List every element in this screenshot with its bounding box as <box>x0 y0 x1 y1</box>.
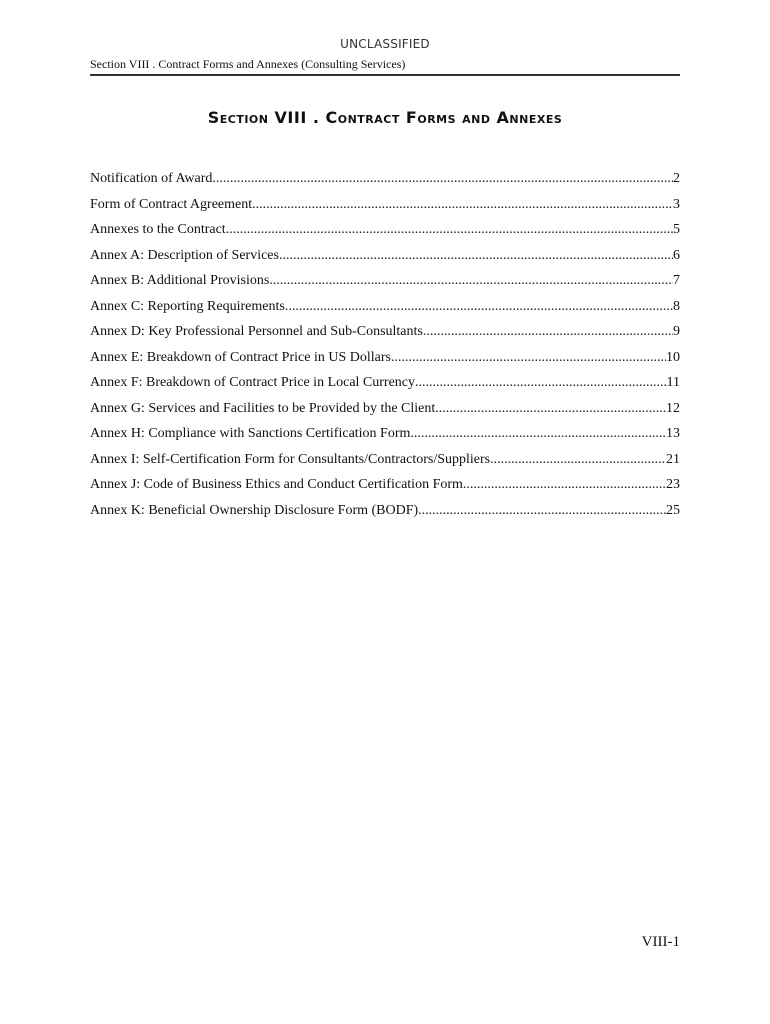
table-of-contents <box>90 171 680 528</box>
toc-entry-label: Notification of Award <box>90 171 213 186</box>
toc-entry-annex-c[interactable] <box>90 299 680 325</box>
toc-entry-page: 5 <box>673 222 680 237</box>
toc-entry-label: Annex F: Breakdown of Contract Price in Local Currency <box>90 375 416 390</box>
toc-entry-page: 12 <box>666 400 680 416</box>
toc-dot-leader <box>423 324 673 340</box>
toc-entry-annex-e[interactable] <box>90 350 680 376</box>
toc-entry-page: 7 <box>673 273 680 288</box>
toc-dot-leader <box>226 222 673 238</box>
section-title: Section VIII . Contract Forms and Annexes <box>207 108 563 127</box>
toc-entry-label: Annex B: Additional Provisions <box>90 273 270 288</box>
toc-entry-page: 9 <box>673 324 680 339</box>
toc-entry-label: Annex J: Code of Business Ethics and Conduct Certification Form <box>90 477 463 492</box>
toc-entry-label: Annex K: Beneficial Ownership Disclosure Form (BODF) <box>90 502 419 518</box>
toc-entry-page: 23 <box>666 477 680 492</box>
toc-dot-leader <box>463 477 666 493</box>
toc-entry-annex-h[interactable] <box>90 426 680 452</box>
toc-entry-label: Annex H: Compliance with Sanctions Certification Form <box>90 426 411 441</box>
toc-dot-leader <box>212 171 673 187</box>
toc-entry-page: 21 <box>666 451 680 467</box>
classification-marking: UNCLASSIFIED <box>340 37 430 51</box>
toc-entry-label: Annexes to the Contract <box>90 222 226 237</box>
toc-entry-page: 11 <box>666 375 680 390</box>
toc-entry-label: Annex E: Breakdown of Contract Price in US Dollars <box>90 349 391 365</box>
toc-entry-page: 10 <box>666 349 680 365</box>
toc-entry-annex-b[interactable] <box>90 273 680 299</box>
toc-entry-page: 2 <box>673 171 680 186</box>
toc-entry-annexes-to-the-contract[interactable] <box>90 222 680 248</box>
toc-entry-annex-k[interactable] <box>90 503 680 529</box>
toc-dot-leader <box>269 273 673 289</box>
toc-entry-page: 8 <box>673 298 680 314</box>
page-number: VIII-1 <box>641 934 680 950</box>
toc-entry-label: Annex D: Key Professional Personnel and Sub-Consultants <box>90 324 423 339</box>
toc-entry-label: Annex C: Reporting Requirements <box>90 298 285 314</box>
toc-entry-notification-of-award[interactable] <box>90 171 680 197</box>
toc-entry-label: Annex G: Services and Facilities to be Provided by the Client <box>90 400 436 416</box>
toc-entry-annex-a[interactable] <box>90 248 680 274</box>
toc-dot-leader <box>490 452 666 468</box>
toc-dot-leader <box>435 401 666 417</box>
toc-dot-leader <box>418 503 666 519</box>
toc-entry-annex-j[interactable] <box>90 477 680 503</box>
toc-entry-label: Annex I: Self-Certification Form for Consultants/Contractors/Suppliers <box>90 451 491 467</box>
toc-entry-form-of-contract-agreement[interactable] <box>90 197 680 223</box>
toc-dot-leader <box>279 248 673 264</box>
toc-entry-page: 3 <box>673 196 680 212</box>
toc-entry-annex-g[interactable] <box>90 401 680 427</box>
toc-dot-leader <box>415 375 666 391</box>
toc-dot-leader <box>285 299 673 315</box>
toc-entry-label: Form of Contract Agreement <box>90 196 253 212</box>
toc-entry-page: 13 <box>666 426 680 441</box>
toc-entry-page: 25 <box>666 502 680 518</box>
running-header: Section VIII . Contract Forms and Annexes (Consulting Services) <box>90 57 680 76</box>
toc-dot-leader <box>410 426 666 442</box>
toc-entry-page: 6 <box>673 247 680 263</box>
toc-dot-leader <box>391 350 666 366</box>
toc-entry-label: Annex A: Description of Services <box>90 247 279 263</box>
toc-entry-annex-i[interactable] <box>90 452 680 478</box>
toc-dot-leader <box>252 197 673 213</box>
toc-entry-annex-d[interactable] <box>90 324 680 350</box>
toc-entry-annex-f[interactable] <box>90 375 680 401</box>
